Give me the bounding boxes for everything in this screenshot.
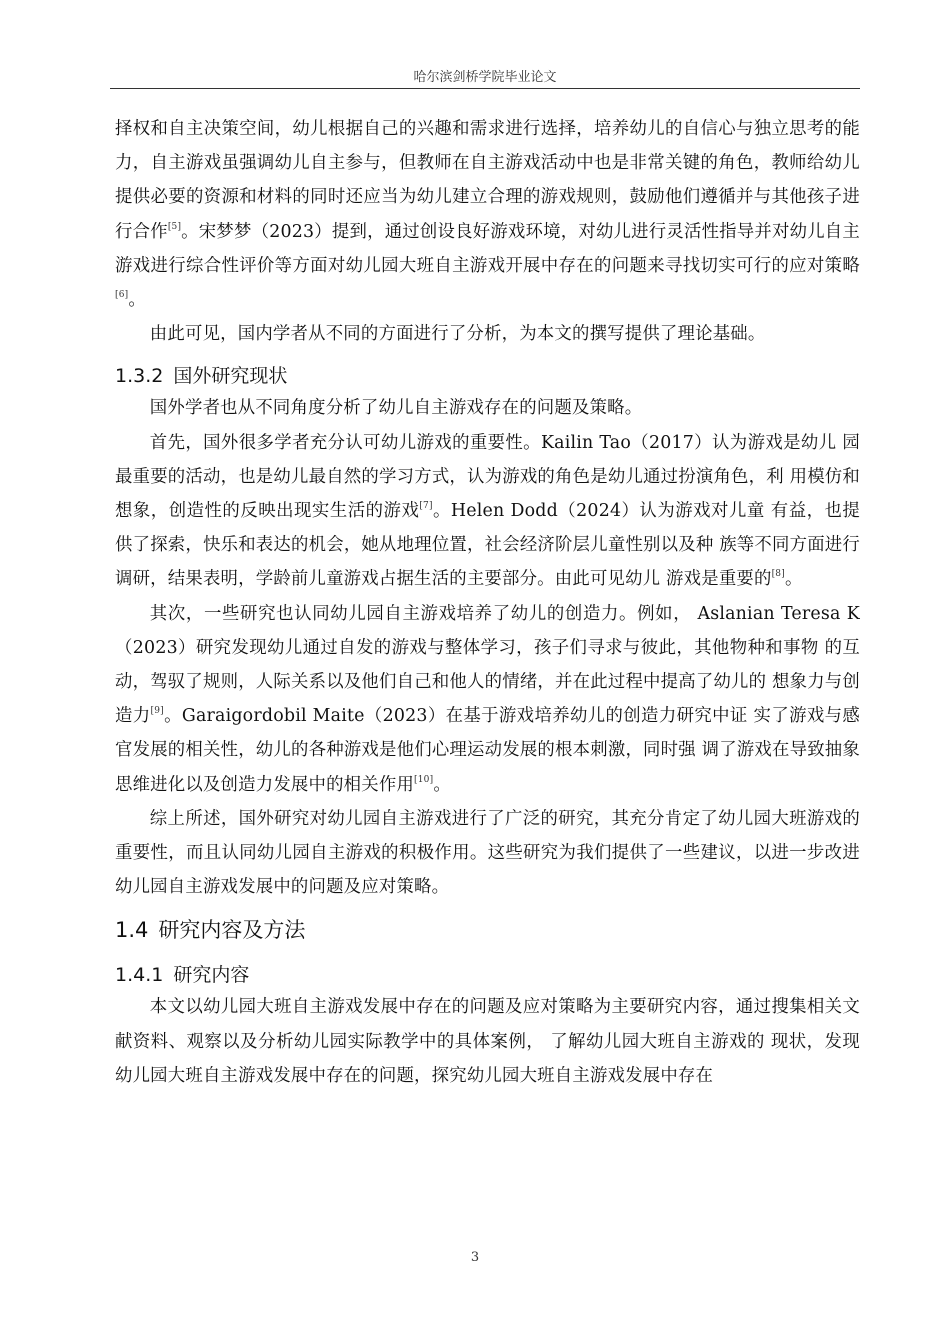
citation: [10] xyxy=(414,774,434,785)
page-body xyxy=(115,112,860,1093)
header-rule xyxy=(110,88,860,89)
page-number: 3 xyxy=(470,1250,480,1265)
section-heading-1-3-2: 1.3.2 国外研究现状 xyxy=(115,365,288,388)
paragraph: 综上所述，国外研究对幼儿园自主游戏进行了广泛的研究，其充分肯定了幼儿园大班游戏的重要性，而且认同幼儿园自主游戏的积极作用。这些研究为我们提供了一些建议，以进一步改进幼儿园自主游戏发展中的问题及应对策略。 xyxy=(115,808,860,898)
paragraph: 其次，一些研究也认同幼儿园自主游戏培养了幼儿的创造力。例如， Aslanian Teresa K（2023）研究发现幼儿通过自发的游戏与整体学习，孩子们寻求与彼此，其他物种和事物 的互动，驾驭了规则，人际关系以及他们自己和他人的情绪，并在此过程中提高了幼儿的 想象力与创造力[9]。Garaigordobil Maite（2023）在基于游戏培养幼儿的创造力研究中证 实了游戏与感官发展的相关性，幼儿的各种游戏是他们心理运动发展的根本刺激，同时强 调了游戏在导致抽象思维进化以及创造力发展中的相关作用[10]。 xyxy=(115,603,860,795)
citation: [9] xyxy=(150,706,164,717)
paragraph: 择权和自主决策空间，幼儿根据自己的兴趣和需求进行选择，培养幼儿的自信心与独立思考的能力，自主游戏虽强调幼儿自主参与，但教师在自主游戏活动中也是非常关键的角色，教师给幼儿提供必要的资源和材料的同时还应当为幼儿建立合理的游戏规则，鼓励他们遵循并与其他孩子进行合作[5]。宋梦梦（2023）提到，通过创设良好游戏环境，对幼儿进行灵活性指导并对幼儿自主游戏进行综合性评价等方面对幼儿园大班自主游戏开展中存在的问题来寻找切实可行的应对策略[6]。 xyxy=(115,119,860,311)
paragraph: 由此可见，国内学者从不同的方面进行了分析，为本文的撰写提供了理论基础。 xyxy=(149,324,766,345)
paragraph: 首先，国外很多学者充分认可幼儿游戏的重要性。Kailin Tao（2017）认为游戏是幼儿 园最重要的活动，也是幼儿最自然的学习方式，认为游戏的角色是幼儿通过扮演角色，利 用模仿和想象，创造性的反映出现实生活的游戏[7]。Helen Dodd（2024）认为游戏对儿童 有益，也提供了探索，快乐和表达的机会，她从地理位置，社会经济阶层儿童性别以及种 族等不同方面进行调研，结果表明，学龄前儿童游戏占据生活的主要部分。由此可见幼儿 游戏是重要的[8]。 xyxy=(115,432,860,590)
citation: [7] xyxy=(419,501,433,512)
citation: [6] xyxy=(115,290,129,301)
section-heading-1-4: 1.4 研究内容及方法 xyxy=(115,918,306,943)
running-header: 哈尔滨剑桥学院毕业论文 xyxy=(413,70,557,85)
citation: [8] xyxy=(771,569,785,580)
section-heading-1-4-1: 1.4.1 研究内容 xyxy=(115,964,250,987)
paragraph: 本文以幼儿园大班自主游戏发展中存在的问题及应对策略为主要研究内容，通过搜集相关文献资料、观察以及分析幼儿园实际教学中的具体案例， 了解幼儿园大班自主游戏的 现状，发现幼儿园大班自主游戏发展中存在的问题，探究幼儿园大班自主游戏发展中存在 xyxy=(115,997,860,1086)
paragraph: 国外学者也从不同角度分析了幼儿自主游戏存在的问题及策略。 xyxy=(149,398,643,419)
citation: [5] xyxy=(167,221,182,232)
